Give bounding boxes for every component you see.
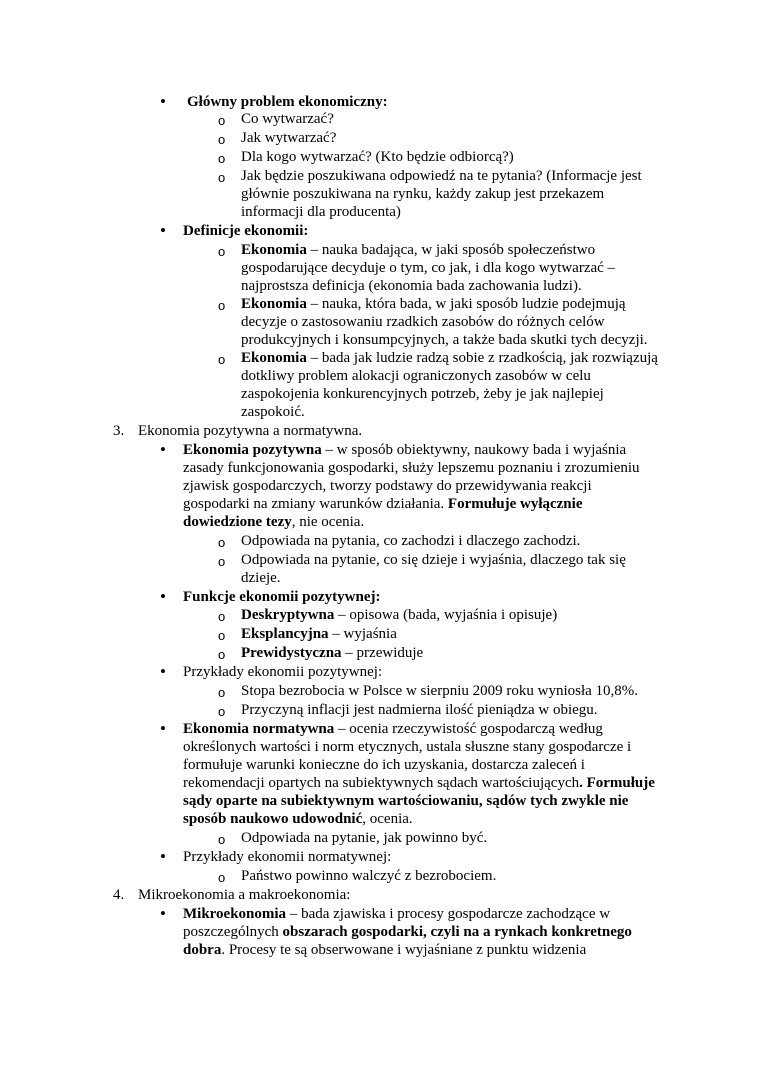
circle-marker: o (218, 535, 226, 550)
list-item: Dla kogo wytwarzać? (Kto będzie odbiorcą?) (241, 149, 514, 165)
heading-definitions: Definicje ekonomii: (183, 223, 309, 239)
circle-marker: o (218, 170, 226, 185)
section-3-title: Ekonomia pozytywna a normatywna. (138, 423, 363, 439)
definition-2-cont: decyzje o zastosowaniu rzadkich zasobów do różnych celów (241, 314, 605, 330)
list-item: Odpowiada na pytanie, co się dzieje i wyjaśnia, dlaczego tak się (241, 552, 626, 568)
bullet-marker: • (160, 440, 166, 459)
circle-marker: o (218, 244, 226, 259)
circle-marker: o (218, 352, 226, 367)
list-item: Co wytwarzać? (241, 111, 334, 127)
definition-3-cont: zaspokoić. (241, 404, 305, 420)
definition-2: Ekonomia – nauka, która bada, w jaki sposób ludzie podejmują (241, 296, 626, 312)
normative-economics-cont: sądy oparte na subiektywnym wartościowaniu, sądów tych zwykle nie (183, 793, 629, 809)
microeconomics-cont: dobra. Procesy te są obserwowane i wyjaśniane z punktu widzenia (183, 942, 587, 958)
list-item-cont: głównie poszukiwana na rynku, każdy zakup jest przekazem (241, 186, 605, 202)
circle-marker: o (218, 113, 226, 128)
positive-economics-cont: zasady funkcjonowania gospodarki, służy lepszemu poznaniu i zrozumieniu (183, 460, 640, 476)
circle-marker: o (218, 870, 226, 885)
positive-economics-cont: dowiedzione tezy, nie ocenia. (183, 514, 365, 530)
bullet-marker: • (160, 587, 166, 606)
bullet-marker: • (160, 719, 166, 738)
bullet-marker: • (160, 221, 166, 240)
circle-marker: o (218, 704, 226, 719)
circle-marker: o (218, 554, 226, 569)
list-item: Eksplancyjna – wyjaśnia (241, 626, 397, 642)
bullet-marker: • (160, 662, 166, 681)
normative-economics-cont: sposób naukowo udowodnić, ocenia. (183, 811, 413, 827)
list-item-cont: dzieje. (241, 570, 281, 586)
list-item-cont: informacji dla producenta) (241, 204, 401, 220)
section-number: 4. (113, 887, 125, 903)
normative-economics-cont: rekomendacji opartych na subiektywnych sądach wartościujących. Formułuje (183, 775, 655, 791)
normative-economics-cont: określonych wartości i norm etycznych, ustala słuszne stany gospodarcze i (183, 739, 632, 755)
section-number: 3. (113, 423, 125, 439)
list-item: Stopa bezrobocia w Polsce w sierpniu 2009 roku wyniosła 10,8%. (241, 683, 639, 699)
circle-marker: o (218, 132, 226, 147)
heading-main-problem: Główny problem ekonomiczny: (187, 94, 388, 110)
positive-economics: Ekonomia pozytywna – w sposób obiektywny, naukowy bada i wyjaśnia (183, 442, 627, 458)
list-item: Odpowiada na pytanie, jak powinno być. (241, 830, 488, 846)
bullet-marker: • (160, 904, 166, 923)
definition-3-cont: dotkliwy problem alokacji ograniczonych zasobów w celu (241, 368, 591, 384)
list-item: Prewidystyczna – przewiduje (241, 645, 424, 661)
heading-functions: Funkcje ekonomii pozytywnej: (183, 589, 381, 605)
definition-1-cont: gospodarujące decyduje o tym, co jak, i dla kogo wytwarzać – (241, 260, 616, 276)
definition-3-cont: zaspokojenia konkurencyjnych potrzeb, żeby je jak najlepiej (241, 386, 604, 402)
heading-positive-examples: Przykłady ekonomii pozytywnej: (183, 664, 383, 680)
definition-2-cont: produkcyjnych i konsumpcyjnych, a także bada skutki tych decyzji. (241, 332, 648, 348)
circle-marker: o (218, 628, 226, 643)
bullet-marker: • (160, 847, 166, 866)
microeconomics-cont: poszczególnych obszarach gospodarki, czyli na a rynkach konkretnego (183, 924, 632, 940)
list-item: Deskryptywna – opisowa (bada, wyjaśnia i opisuje) (241, 607, 558, 623)
circle-marker: o (218, 609, 226, 624)
positive-economics-cont: gospodarki na zmiany warunków działania. Formułuje wyłącznie (183, 496, 583, 512)
definition-1-cont: najprostsza definicja (ekonomia bada zachowania ludzi). (241, 278, 582, 294)
list-item: Jak będzie poszukiwana odpowiedź na te pytania? (Informacje jest (241, 168, 642, 184)
circle-marker: o (218, 151, 226, 166)
bullet-marker: • (160, 92, 166, 111)
heading-normative-examples: Przykłady ekonomii normatywnej: (183, 849, 392, 865)
normative-economics-cont: formułuje warunki konieczne do ich uzyskania, dostarcza zaleceń i (183, 757, 585, 773)
circle-marker: o (218, 647, 226, 662)
definition-3: Ekonomia – bada jak ludzie radzą sobie z rzadkością, jak rozwiązują (241, 350, 658, 366)
circle-marker: o (218, 298, 226, 313)
definition-1: Ekonomia – nauka badająca, w jaki sposób społeczeństwo (241, 242, 596, 258)
circle-marker: o (218, 685, 226, 700)
list-item: Odpowiada na pytania, co zachodzi i dlaczego zachodzi. (241, 533, 581, 549)
section-4-title: Mikroekonomia a makroekonomia: (138, 887, 351, 903)
list-item: Przyczyną inflacji jest nadmierna ilość pieniądza w obiegu. (241, 702, 598, 718)
microeconomics: Mikroekonomia – bada zjawiska i procesy gospodarcze zachodzące w (183, 906, 611, 922)
list-item: Państwo powinno walczyć z bezrobociem. (241, 868, 497, 884)
positive-economics-cont: zjawisk gospodarczych, tworzy podstawy do przewidywania reakcji (183, 478, 592, 494)
normative-economics: Ekonomia normatywna – ocenia rzeczywistość gospodarczą według (183, 721, 603, 737)
list-item: Jak wytwarzać? (241, 130, 337, 146)
circle-marker: o (218, 832, 226, 847)
